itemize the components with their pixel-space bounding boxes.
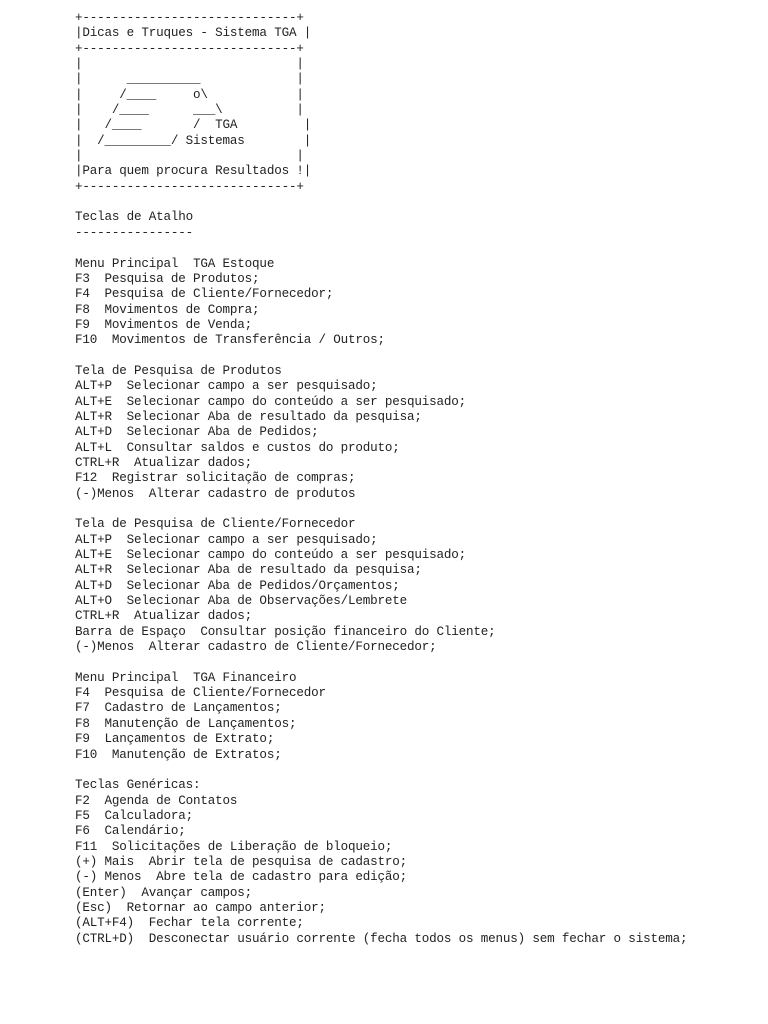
text-line: ALT+E Selecionar campo do conteúdo a ser pesquisado;: [75, 394, 467, 409]
text-line: ALT+R Selecionar Aba de resultado da pesquisa;: [75, 409, 422, 424]
text-line: Menu Principal TGA Financeiro: [75, 670, 297, 685]
text-line: |Para quem procura Resultados !|: [75, 164, 312, 179]
text-line: ALT+D Selecionar Aba de Pedidos;: [75, 425, 319, 440]
text-line: [75, 349, 755, 364]
text-line: (CTRL+D) Desconectar usuário corrente (fecha todos os menus) sem fechar o sistema;: [75, 931, 688, 946]
text-line: | /____ ___\ |: [75, 103, 304, 118]
text-line: Barra de Espaço Consultar posição financeiro do Cliente;: [75, 624, 496, 639]
text-line: [75, 763, 755, 778]
text-line: Teclas Genéricas:: [75, 778, 201, 793]
text-line: ALT+P Selecionar campo a ser pesquisado;: [75, 532, 378, 547]
text-line: [75, 502, 755, 517]
text-line: [75, 655, 755, 670]
text-line: | |: [75, 149, 304, 164]
text-line: (ALT+F4) Fechar tela corrente;: [75, 916, 304, 931]
text-line: | /____ / TGA |: [75, 118, 312, 133]
text-line: ALT+L Consultar saldos e custos do produto;: [75, 440, 400, 455]
text-line: Menu Principal TGA Estoque: [75, 256, 275, 271]
text-line: ALT+R Selecionar Aba de resultado da pesquisa;: [75, 563, 422, 578]
text-line: ALT+O Selecionar Aba de Observações/Lembrete: [75, 594, 407, 609]
text-line: Tela de Pesquisa de Produtos: [75, 363, 282, 378]
text-line: |Dicas e Truques - Sistema TGA |: [75, 26, 312, 41]
text-line: (Enter) Avançar campos;: [75, 885, 253, 900]
text-line: (-)Menos Alterar cadastro de produtos: [75, 486, 356, 501]
text-line: ALT+E Selecionar campo do conteúdo a ser pesquisado;: [75, 548, 467, 563]
text-line: Teclas de Atalho: [75, 210, 194, 225]
text-line: CTRL+R Atualizar dados;: [75, 609, 253, 624]
text-line: CTRL+R Atualizar dados;: [75, 455, 253, 470]
document-text: [75, 11, 755, 947]
text-line: F3 Pesquisa de Produtos;: [75, 271, 260, 286]
text-line: F11 Solicitações de Liberação de bloqueio;: [75, 839, 393, 854]
text-line: +-----------------------------+: [75, 11, 304, 25]
text-line: F10 Movimentos de Transferência / Outros;: [75, 333, 385, 348]
text-line: ALT+D Selecionar Aba de Pedidos/Orçamentos;: [75, 578, 400, 593]
text-line: F8 Movimentos de Compra;: [75, 302, 260, 317]
text-line: | /____ o\ |: [75, 87, 304, 102]
text-line: F4 Pesquisa de Cliente/Fornecedor: [75, 686, 326, 701]
text-line: ----------------: [75, 225, 194, 240]
text-line: F4 Pesquisa de Cliente/Fornecedor;: [75, 287, 334, 302]
text-line: (+) Mais Abrir tela de pesquisa de cadastro;: [75, 854, 407, 869]
text-line: F6 Calendário;: [75, 824, 186, 839]
text-line: F2 Agenda de Contatos: [75, 793, 238, 808]
text-line: | /_________/ Sistemas |: [75, 133, 312, 148]
text-line: [75, 195, 755, 210]
text-line: F7 Cadastro de Lançamentos;: [75, 701, 282, 716]
text-line: ALT+P Selecionar campo a ser pesquisado;: [75, 379, 378, 394]
text-line: (Esc) Retornar ao campo anterior;: [75, 900, 326, 915]
text-line: F9 Lançamentos de Extrato;: [75, 732, 275, 747]
text-line: | |: [75, 57, 304, 72]
text-line: +-----------------------------+: [75, 41, 304, 56]
text-line: | __________ |: [75, 72, 304, 87]
text-line: F12 Registrar solicitação de compras;: [75, 471, 356, 486]
text-line: F5 Calculadora;: [75, 808, 194, 823]
text-line: (-)Menos Alterar cadastro de Cliente/Fornecedor;: [75, 640, 437, 655]
text-line: +-----------------------------+: [75, 179, 304, 194]
text-line: [75, 241, 755, 256]
text-line: (-) Menos Abre tela de cadastro para edição;: [75, 870, 407, 885]
text-line: F10 Manutenção de Extratos;: [75, 747, 282, 762]
text-line: F9 Movimentos de Venda;: [75, 317, 253, 332]
text-line: F8 Manutenção de Lançamentos;: [75, 716, 297, 731]
text-line: Tela de Pesquisa de Cliente/Fornecedor: [75, 517, 356, 532]
